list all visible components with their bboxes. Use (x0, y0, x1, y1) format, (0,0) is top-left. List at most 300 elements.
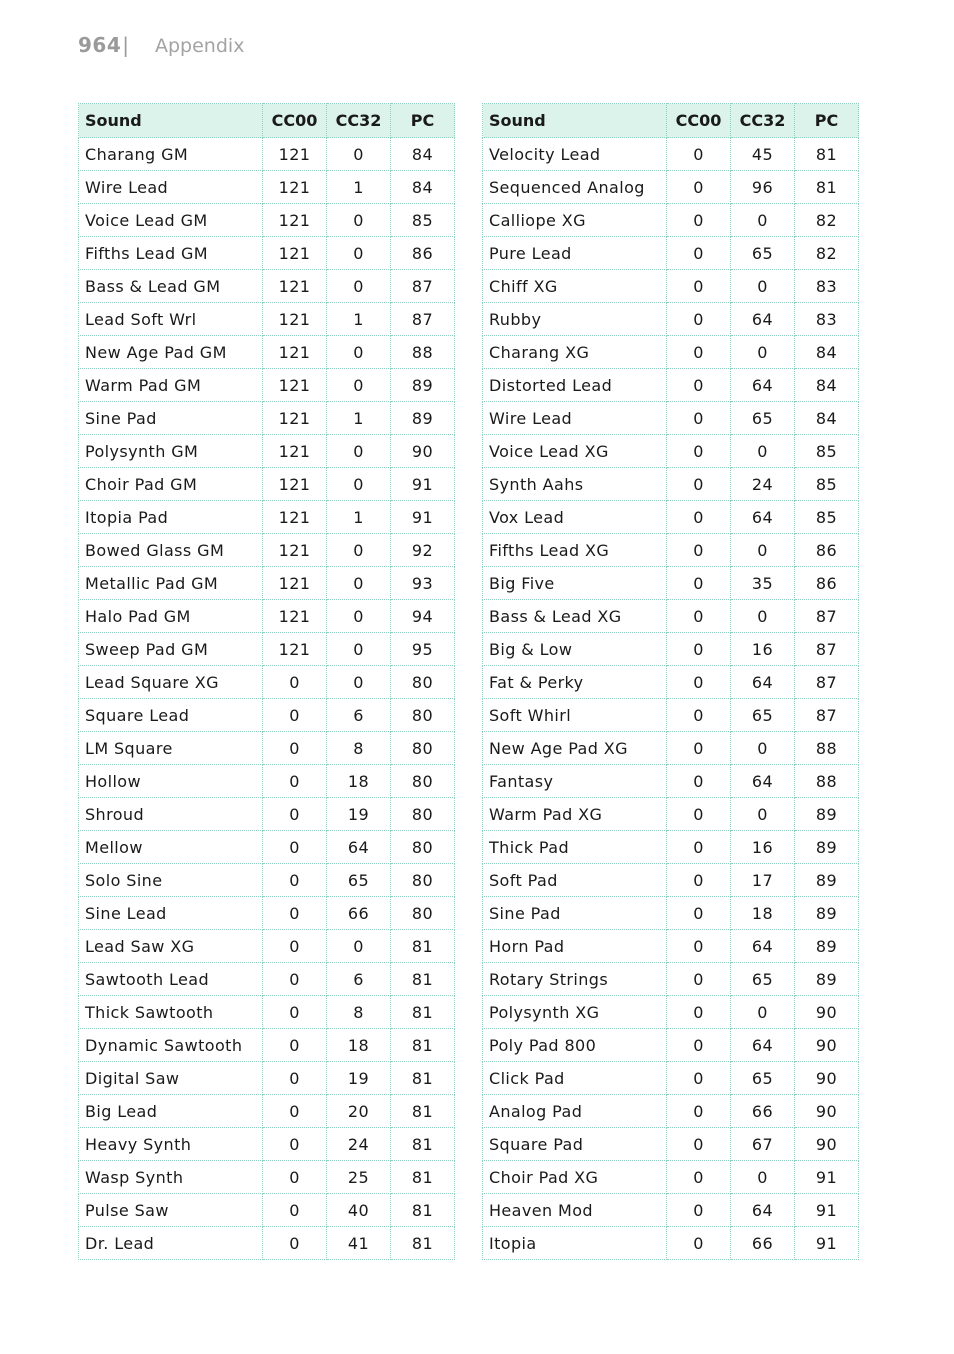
sound-name-cell: Choir Pad XG (483, 1161, 667, 1194)
cc00-cell: 0 (667, 1095, 731, 1128)
pc-cell: 81 (391, 1194, 455, 1227)
table-row (79, 369, 455, 402)
sound-name-cell: Polysynth XG (483, 996, 667, 1029)
pc-cell: 80 (391, 666, 455, 699)
sound-name-cell: Sequenced Analog (483, 171, 667, 204)
cc32-cell: 0 (327, 204, 391, 237)
table-row (483, 303, 859, 336)
pc-cell: 81 (795, 138, 859, 171)
pc-cell: 89 (795, 831, 859, 864)
sound-name-cell: Poly Pad 800 (483, 1029, 667, 1062)
table-row (483, 567, 859, 600)
pc-cell: 90 (391, 435, 455, 468)
table-row (79, 996, 455, 1029)
pc-cell: 94 (391, 600, 455, 633)
pc-cell: 81 (391, 1161, 455, 1194)
cc32-cell: 96 (731, 171, 795, 204)
pc-cell: 86 (795, 567, 859, 600)
table-row (79, 666, 455, 699)
pc-cell: 80 (391, 699, 455, 732)
table-row (483, 435, 859, 468)
table-row (79, 534, 455, 567)
pc-cell: 81 (391, 1062, 455, 1095)
sound-name-cell: Calliope XG (483, 204, 667, 237)
cc32-cell: 8 (327, 732, 391, 765)
cc00-cell: 0 (667, 1128, 731, 1161)
page-header (78, 33, 244, 59)
table-row (79, 1029, 455, 1062)
pc-cell: 81 (391, 1128, 455, 1161)
pc-cell: 80 (391, 732, 455, 765)
cc00-cell: 0 (667, 831, 731, 864)
table-row (79, 138, 455, 171)
pc-cell: 87 (795, 699, 859, 732)
cc32-cell: 1 (327, 171, 391, 204)
pc-cell: 91 (795, 1194, 859, 1227)
column-header-pc: PC (391, 104, 455, 138)
cc00-cell: 0 (667, 996, 731, 1029)
sound-name-cell: Shroud (79, 798, 263, 831)
pc-cell: 80 (391, 897, 455, 930)
cc32-cell: 0 (731, 435, 795, 468)
sound-name-cell: Thick Pad (483, 831, 667, 864)
sound-name-cell: Charang XG (483, 336, 667, 369)
sound-name-cell: Soft Pad (483, 864, 667, 897)
sound-name-cell: LM Square (79, 732, 263, 765)
cc32-cell: 24 (327, 1128, 391, 1161)
cc32-cell: 0 (327, 666, 391, 699)
pc-cell: 81 (391, 996, 455, 1029)
cc32-cell: 0 (731, 204, 795, 237)
pc-cell: 91 (795, 1161, 859, 1194)
pc-cell: 91 (391, 501, 455, 534)
cc32-cell: 66 (731, 1227, 795, 1260)
table-row (483, 798, 859, 831)
sound-name-cell: Bowed Glass GM (79, 534, 263, 567)
table-row (79, 1227, 455, 1260)
cc00-cell: 121 (263, 336, 327, 369)
sound-name-cell: Sine Pad (483, 897, 667, 930)
sound-name-cell: Big & Low (483, 633, 667, 666)
table-header-row (79, 104, 455, 138)
cc32-cell: 0 (327, 567, 391, 600)
cc32-cell: 18 (731, 897, 795, 930)
cc32-cell: 0 (731, 270, 795, 303)
pc-cell: 80 (391, 831, 455, 864)
table-row (79, 270, 455, 303)
cc00-cell: 0 (263, 1128, 327, 1161)
pc-cell: 87 (795, 666, 859, 699)
pc-cell: 89 (391, 369, 455, 402)
table-row (79, 963, 455, 996)
cc32-cell: 19 (327, 1062, 391, 1095)
table-row (79, 1062, 455, 1095)
cc00-cell: 121 (263, 435, 327, 468)
cc32-cell: 65 (731, 237, 795, 270)
cc32-cell: 0 (731, 600, 795, 633)
cc00-cell: 121 (263, 138, 327, 171)
table-row (79, 204, 455, 237)
cc00-cell: 0 (667, 171, 731, 204)
cc00-cell: 121 (263, 171, 327, 204)
cc00-cell: 0 (667, 633, 731, 666)
pc-cell: 90 (795, 1029, 859, 1062)
pc-cell: 83 (795, 303, 859, 336)
page-number: 964 (78, 33, 122, 57)
cc00-cell: 0 (263, 1194, 327, 1227)
table-row (483, 534, 859, 567)
sound-name-cell: Warm Pad XG (483, 798, 667, 831)
column-header-pc: PC (795, 104, 859, 138)
cc32-cell: 0 (731, 1161, 795, 1194)
cc00-cell: 0 (667, 534, 731, 567)
pc-cell: 90 (795, 1062, 859, 1095)
table-row (483, 1161, 859, 1194)
cc00-cell: 0 (667, 930, 731, 963)
sound-name-cell: Fifths Lead XG (483, 534, 667, 567)
cc32-cell: 64 (731, 930, 795, 963)
cc00-cell: 0 (667, 864, 731, 897)
sound-name-cell: Thick Sawtooth (79, 996, 263, 1029)
sound-name-cell: Fantasy (483, 765, 667, 798)
cc32-cell: 1 (327, 303, 391, 336)
cc32-cell: 41 (327, 1227, 391, 1260)
cc00-cell: 0 (263, 963, 327, 996)
cc00-cell: 0 (667, 336, 731, 369)
pc-cell: 84 (795, 402, 859, 435)
sound-name-cell: Sawtooth Lead (79, 963, 263, 996)
cc32-cell: 64 (731, 369, 795, 402)
table-row (483, 1095, 859, 1128)
cc00-cell: 0 (667, 1227, 731, 1260)
cc00-cell: 121 (263, 270, 327, 303)
cc32-cell: 1 (327, 402, 391, 435)
sound-name-cell: Itopia (483, 1227, 667, 1260)
cc00-cell: 121 (263, 501, 327, 534)
table-row (79, 930, 455, 963)
table-row (79, 798, 455, 831)
sound-name-cell: Big Lead (79, 1095, 263, 1128)
pc-cell: 89 (795, 864, 859, 897)
cc32-cell: 0 (327, 336, 391, 369)
table-row (483, 666, 859, 699)
cc00-cell: 121 (263, 369, 327, 402)
pc-cell: 90 (795, 1095, 859, 1128)
pc-cell: 85 (795, 501, 859, 534)
cc00-cell: 0 (263, 1029, 327, 1062)
table-row (483, 237, 859, 270)
pc-cell: 88 (795, 732, 859, 765)
sound-name-cell: Solo Sine (79, 864, 263, 897)
pc-cell: 84 (795, 336, 859, 369)
cc32-cell: 64 (731, 303, 795, 336)
cc00-cell: 0 (667, 732, 731, 765)
table-row (483, 732, 859, 765)
pc-cell: 89 (795, 798, 859, 831)
table-row (79, 1194, 455, 1227)
sound-table-left (78, 103, 455, 1260)
cc32-cell: 0 (327, 435, 391, 468)
cc00-cell: 0 (667, 237, 731, 270)
sound-name-cell: Synth Aahs (483, 468, 667, 501)
table-row (483, 831, 859, 864)
cc32-cell: 64 (731, 765, 795, 798)
cc32-cell: 0 (327, 270, 391, 303)
sound-name-cell: Halo Pad GM (79, 600, 263, 633)
table-row (483, 1029, 859, 1062)
pc-cell: 85 (795, 435, 859, 468)
table-row (483, 1194, 859, 1227)
cc00-cell: 0 (667, 600, 731, 633)
table-row (483, 930, 859, 963)
sound-name-cell: Sine Lead (79, 897, 263, 930)
cc32-cell: 0 (731, 534, 795, 567)
sound-name-cell: Square Pad (483, 1128, 667, 1161)
table-row (79, 171, 455, 204)
table-row (483, 897, 859, 930)
cc00-cell: 121 (263, 600, 327, 633)
pc-cell: 89 (795, 930, 859, 963)
sound-name-cell: Digital Saw (79, 1062, 263, 1095)
cc32-cell: 0 (327, 237, 391, 270)
cc32-cell: 1 (327, 501, 391, 534)
pc-cell: 80 (391, 798, 455, 831)
pc-cell: 87 (795, 633, 859, 666)
cc32-cell: 65 (731, 699, 795, 732)
sound-name-cell: Pulse Saw (79, 1194, 263, 1227)
table-row (483, 501, 859, 534)
cc00-cell: 0 (263, 765, 327, 798)
cc00-cell: 0 (263, 1095, 327, 1128)
pc-cell: 82 (795, 237, 859, 270)
table-row (483, 765, 859, 798)
column-header-sound: Sound (483, 104, 667, 138)
table-row (483, 963, 859, 996)
table-row (483, 336, 859, 369)
cc00-cell: 0 (667, 699, 731, 732)
cc32-cell: 40 (327, 1194, 391, 1227)
cc32-cell: 64 (731, 666, 795, 699)
cc32-cell: 25 (327, 1161, 391, 1194)
table-row (483, 699, 859, 732)
cc00-cell: 0 (263, 864, 327, 897)
cc32-cell: 0 (327, 600, 391, 633)
pc-cell: 87 (391, 303, 455, 336)
sound-name-cell: Distorted Lead (483, 369, 667, 402)
cc00-cell: 121 (263, 303, 327, 336)
cc00-cell: 121 (263, 204, 327, 237)
header-separator: | (122, 33, 129, 57)
sound-name-cell: Metallic Pad GM (79, 567, 263, 600)
cc00-cell: 0 (667, 369, 731, 402)
table-header-row (483, 104, 859, 138)
cc32-cell: 65 (731, 402, 795, 435)
sound-name-cell: Wire Lead (483, 402, 667, 435)
cc00-cell: 0 (263, 798, 327, 831)
sound-name-cell: Vox Lead (483, 501, 667, 534)
sound-name-cell: Fifths Lead GM (79, 237, 263, 270)
pc-cell: 83 (795, 270, 859, 303)
cc32-cell: 64 (731, 1194, 795, 1227)
sound-name-cell: Choir Pad GM (79, 468, 263, 501)
pc-cell: 84 (795, 369, 859, 402)
cc00-cell: 0 (667, 303, 731, 336)
pc-cell: 85 (795, 468, 859, 501)
cc32-cell: 17 (731, 864, 795, 897)
cc32-cell: 0 (731, 336, 795, 369)
sound-name-cell: Velocity Lead (483, 138, 667, 171)
cc00-cell: 0 (263, 996, 327, 1029)
pc-cell: 81 (391, 1029, 455, 1062)
table-row (483, 270, 859, 303)
cc32-cell: 0 (327, 138, 391, 171)
table-row (483, 171, 859, 204)
sound-name-cell: Rubby (483, 303, 667, 336)
pc-cell: 93 (391, 567, 455, 600)
cc32-cell: 0 (731, 798, 795, 831)
table-row (483, 1062, 859, 1095)
cc32-cell: 0 (327, 534, 391, 567)
cc32-cell: 65 (731, 1062, 795, 1095)
pc-cell: 91 (391, 468, 455, 501)
cc32-cell: 64 (731, 501, 795, 534)
table-row (483, 402, 859, 435)
pc-cell: 89 (391, 402, 455, 435)
cc32-cell: 18 (327, 1029, 391, 1062)
cc00-cell: 0 (667, 501, 731, 534)
sound-name-cell: Mellow (79, 831, 263, 864)
sound-name-cell: Dr. Lead (79, 1227, 263, 1260)
pc-cell: 88 (391, 336, 455, 369)
sound-name-cell: Wire Lead (79, 171, 263, 204)
cc32-cell: 65 (327, 864, 391, 897)
cc00-cell: 121 (263, 237, 327, 270)
sound-name-cell: Wasp Synth (79, 1161, 263, 1194)
table-row (79, 1161, 455, 1194)
pc-cell: 86 (795, 534, 859, 567)
sound-name-cell: Lead Square XG (79, 666, 263, 699)
sound-name-cell: Heaven Mod (483, 1194, 667, 1227)
cc00-cell: 0 (667, 798, 731, 831)
cc00-cell: 0 (667, 468, 731, 501)
sound-name-cell: Soft Whirl (483, 699, 667, 732)
table-row (483, 633, 859, 666)
cc00-cell: 0 (667, 666, 731, 699)
cc32-cell: 45 (731, 138, 795, 171)
table-row (483, 468, 859, 501)
cc00-cell: 0 (667, 204, 731, 237)
sound-name-cell: Big Five (483, 567, 667, 600)
cc32-cell: 19 (327, 798, 391, 831)
cc00-cell: 0 (667, 138, 731, 171)
cc32-cell: 16 (731, 633, 795, 666)
pc-cell: 81 (391, 963, 455, 996)
sound-name-cell: New Age Pad XG (483, 732, 667, 765)
sound-name-cell: Click Pad (483, 1062, 667, 1095)
cc32-cell: 0 (327, 930, 391, 963)
pc-cell: 90 (795, 1128, 859, 1161)
cc00-cell: 0 (263, 1227, 327, 1260)
pc-cell: 88 (795, 765, 859, 798)
cc00-cell: 0 (667, 402, 731, 435)
table-row (79, 435, 455, 468)
cc32-cell: 16 (731, 831, 795, 864)
sound-name-cell: Hollow (79, 765, 263, 798)
sound-name-cell: New Age Pad GM (79, 336, 263, 369)
sound-name-cell: Sweep Pad GM (79, 633, 263, 666)
cc32-cell: 64 (731, 1029, 795, 1062)
cc00-cell: 0 (263, 666, 327, 699)
table-row (79, 897, 455, 930)
sound-name-cell: Bass & Lead XG (483, 600, 667, 633)
cc32-cell: 0 (731, 732, 795, 765)
table-row (79, 303, 455, 336)
pc-cell: 80 (391, 864, 455, 897)
table-row (483, 864, 859, 897)
sound-name-cell: Polysynth GM (79, 435, 263, 468)
pc-cell: 81 (391, 1095, 455, 1128)
table-row (483, 138, 859, 171)
cc32-cell: 8 (327, 996, 391, 1029)
sound-name-cell: Sine Pad (79, 402, 263, 435)
sound-name-cell: Fat & Perky (483, 666, 667, 699)
pc-cell: 80 (391, 765, 455, 798)
cc32-cell: 67 (731, 1128, 795, 1161)
pc-cell: 84 (391, 138, 455, 171)
cc00-cell: 0 (263, 897, 327, 930)
pc-cell: 90 (795, 996, 859, 1029)
cc32-cell: 20 (327, 1095, 391, 1128)
pc-cell: 89 (795, 963, 859, 996)
pc-cell: 81 (795, 171, 859, 204)
pc-cell: 84 (391, 171, 455, 204)
sound-name-cell: Analog Pad (483, 1095, 667, 1128)
table-row (79, 567, 455, 600)
pc-cell: 91 (795, 1227, 859, 1260)
sound-name-cell: Warm Pad GM (79, 369, 263, 402)
sound-name-cell: Heavy Synth (79, 1128, 263, 1161)
pc-cell: 82 (795, 204, 859, 237)
cc00-cell: 0 (667, 1062, 731, 1095)
cc00-cell: 0 (667, 1161, 731, 1194)
sound-name-cell: Square Lead (79, 699, 263, 732)
sound-name-cell: Bass & Lead GM (79, 270, 263, 303)
cc00-cell: 0 (667, 1029, 731, 1062)
pc-cell: 85 (391, 204, 455, 237)
cc00-cell: 121 (263, 402, 327, 435)
table-row (79, 864, 455, 897)
cc00-cell: 0 (667, 897, 731, 930)
table-row (79, 1095, 455, 1128)
table-row (79, 699, 455, 732)
cc32-cell: 6 (327, 963, 391, 996)
cc00-cell: 0 (263, 732, 327, 765)
column-header-cc00: CC00 (667, 104, 731, 138)
table-row (79, 468, 455, 501)
sound-name-cell: Lead Saw XG (79, 930, 263, 963)
cc00-cell: 0 (667, 435, 731, 468)
table-row (79, 732, 455, 765)
pc-cell: 81 (391, 930, 455, 963)
column-header-cc00: CC00 (263, 104, 327, 138)
table-row (79, 633, 455, 666)
pc-cell: 81 (391, 1227, 455, 1260)
cc00-cell: 121 (263, 468, 327, 501)
cc00-cell: 0 (263, 930, 327, 963)
sound-name-cell: Dynamic Sawtooth (79, 1029, 263, 1062)
cc00-cell: 0 (667, 270, 731, 303)
section-title: Appendix (155, 35, 245, 57)
